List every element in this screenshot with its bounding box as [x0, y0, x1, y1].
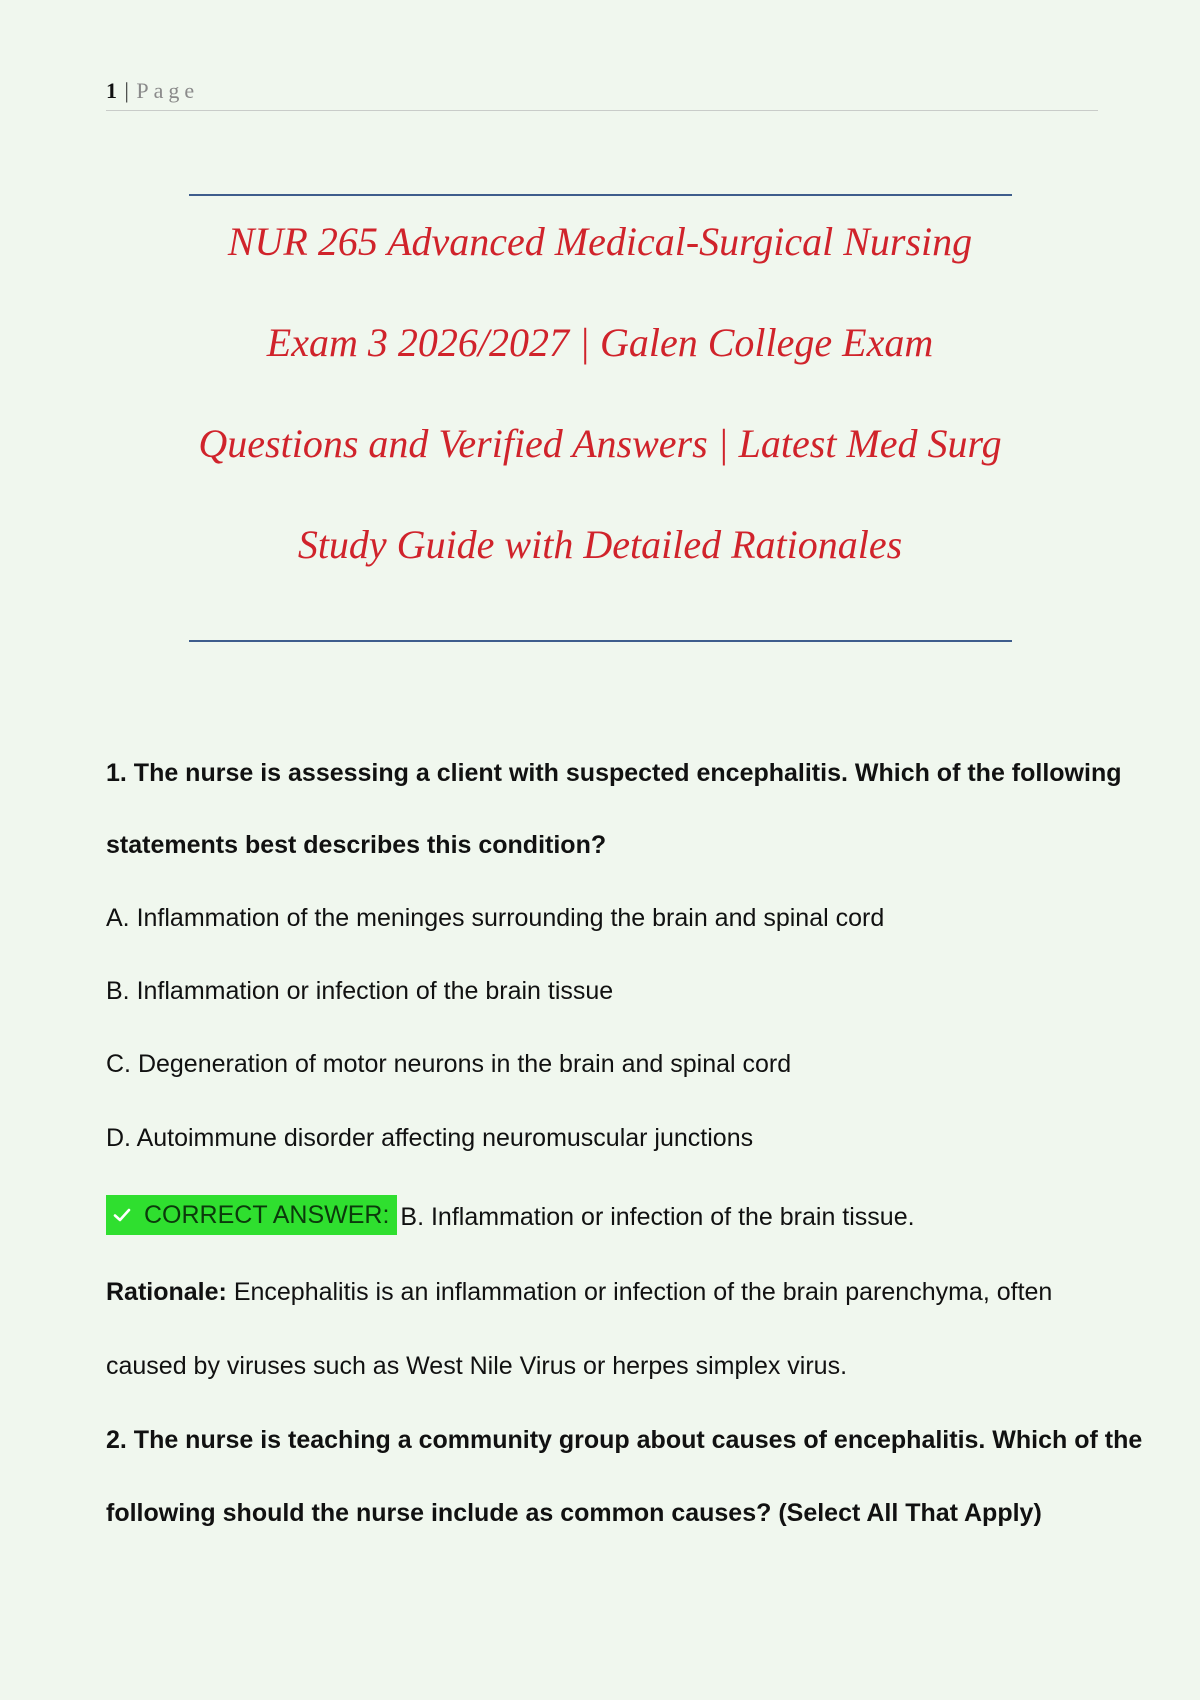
question-1-rationale	[106, 1276, 1052, 1308]
question-1-option-b: B. Inflammation or infection of the brain tissue	[106, 977, 614, 1005]
question-1-stem: statements best describes this condition?	[106, 831, 607, 859]
question-1-option-c: C. Degeneration of motor neurons in the brain and spinal cord	[106, 1050, 792, 1078]
question-1-option-d: D. Autoimmune disorder affecting neuromuscular junctions	[106, 1124, 754, 1152]
question-1-option-a: A. Inflammation of the meninges surrounding the brain and spinal cord	[106, 904, 885, 932]
page-header	[106, 78, 1098, 111]
question-1-stem: 1. The nurse is assessing a client with suspected encephalitis. Which of the following	[106, 759, 1122, 787]
correct-answer-label: CORRECT ANSWER:	[144, 1201, 390, 1229]
question-1-answer	[106, 1199, 915, 1235]
title-line: Study Guide with Detailed Rationales	[297, 522, 903, 567]
question-2-stem: following should the nurse include as common causes? (Select All That Apply)	[106, 1499, 1042, 1527]
page-word: Page	[136, 78, 200, 103]
title-line: Questions and Verified Answers | Latest Med Surg	[198, 421, 1002, 466]
title-line: NUR 265 Advanced Medical-Surgical Nursing	[227, 219, 973, 264]
rationale-text: Encephalitis is an inflammation or infection of the brain parenchyma, often	[233, 1278, 1053, 1306]
title-top-rule	[189, 194, 1012, 196]
question-2-stem: 2. The nurse is teaching a community group about causes of encephalitis. Which of the	[106, 1426, 1143, 1454]
page-number: 1	[106, 78, 117, 103]
check-icon	[112, 1205, 132, 1225]
title-line: Exam 3 2026/2027 | Galen College Exam	[266, 320, 934, 365]
rationale-text: caused by viruses such as West Nile Virus or herpes simplex virus.	[106, 1352, 848, 1380]
correct-answer-text: B. Inflammation or infection of the brain tissue.	[400, 1203, 915, 1231]
page-separator: |	[124, 78, 129, 103]
title-bottom-rule	[189, 640, 1012, 642]
correct-answer-badge	[106, 1195, 397, 1235]
rationale-label: Rationale:	[106, 1278, 227, 1306]
document-title	[150, 207, 1050, 611]
